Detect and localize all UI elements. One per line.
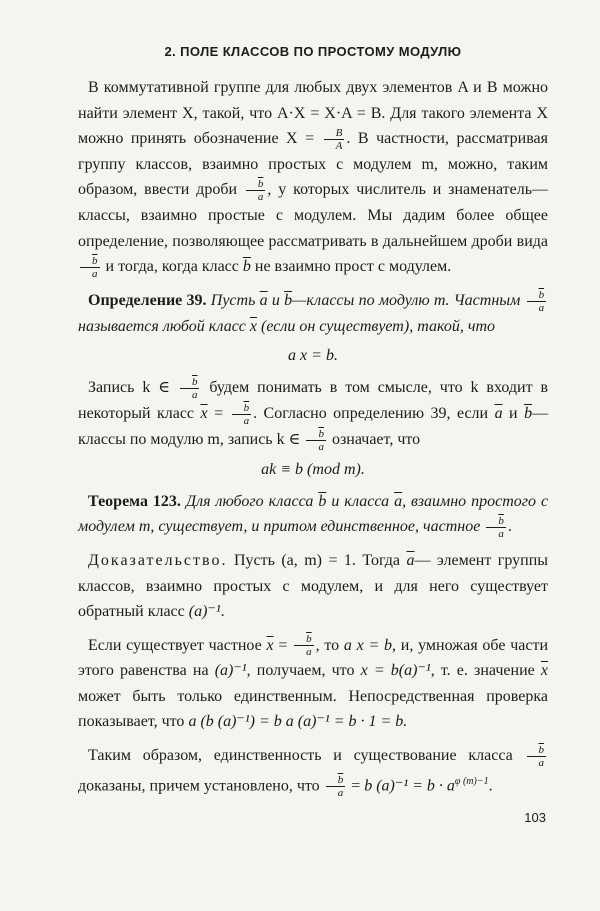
text: В коммутативной группе для любых двух элементов A и B можно найти элемент X, такой, что A·X = X·A = B. Для такого элемента X можно принять обозначение X = <box>78 79 548 147</box>
denominator: a <box>243 414 250 427</box>
class-b: $\overline{b}$ <box>318 492 327 510</box>
text: доказаны, причем установлено, что <box>78 777 320 795</box>
equation: a x = b <box>343 636 393 654</box>
text: будем понимать в том смысле, что k входит в некоторый класс <box>78 379 549 423</box>
fraction-b-over-a <box>306 428 326 453</box>
text: —классы по модулю m, запись k ∈ <box>78 405 549 448</box>
page-number: 103 <box>524 810 546 825</box>
text: = <box>351 777 361 795</box>
numerator: $\overline{b}$ <box>180 376 200 389</box>
text: —классы по модулю m. Частным <box>292 291 521 309</box>
numerator: $\overline{b}$ <box>294 633 314 646</box>
fraction-b-over-a <box>486 515 506 540</box>
paragraph-conclusion <box>78 743 548 799</box>
numerator: $\overline{b}$ <box>232 402 252 415</box>
section-heading: 2. ПОЛЕ КЛАССОВ ПО ПРОСТОМУ МОДУЛЮ <box>164 44 462 59</box>
text: означает, что <box>331 430 421 448</box>
class-b: $\overline{b}$ <box>284 291 293 309</box>
class-a: $\overline{a}$ <box>394 492 403 510</box>
definition-title: Определение 39. <box>88 291 207 309</box>
text: . <box>220 603 225 621</box>
class-x: $\overline{x}$ <box>200 405 208 423</box>
text: и <box>271 291 280 309</box>
class-x: $\overline{x}$ <box>249 317 258 335</box>
numerator: $\overline{b}$ <box>527 289 547 302</box>
fraction-b-over-a <box>294 633 314 658</box>
text: . <box>488 777 493 795</box>
fraction-b-over-a <box>80 255 100 280</box>
numerator: $\overline{b}$ <box>527 744 547 757</box>
fraction-b-over-a <box>326 774 346 799</box>
equation: b (a)⁻¹ = b · a <box>364 777 455 795</box>
text: . Согласно определению 39, если <box>253 405 489 423</box>
class-b: $\overline{b}$ <box>242 258 251 276</box>
text: , у которых числитель и знаменатель—классы, взаимно простые с модулем. Мы дадим более общее определение, позволяющее рассматривать в дальнейшем дроби вида <box>78 181 548 250</box>
fraction-b-over-a <box>527 744 547 769</box>
fraction-b-over-a <box>232 402 252 427</box>
fraction-b-over-a <box>246 178 266 203</box>
text: — элемент группы классов, взаимно простых с модулем, и для него существует обратный класс <box>78 552 549 621</box>
numerator: $\overline{b}$ <box>246 178 266 191</box>
text: и <box>509 405 518 423</box>
text: , получаем, что <box>246 662 355 680</box>
theorem-123 <box>78 489 548 540</box>
exponent: φ (m)−1 <box>454 775 489 787</box>
class-a: $\overline{a}$ <box>406 552 415 570</box>
numerator: $\overline{b}$ <box>326 774 346 787</box>
text: , т. е. значение <box>430 662 535 680</box>
text: , взаимно простого с модулем m, существует, и притом единственное, частное <box>78 492 549 536</box>
proof <box>78 548 548 625</box>
denominator: a <box>538 301 545 314</box>
denominator: A <box>335 139 343 152</box>
text: Для любого класса <box>185 492 314 510</box>
text: = <box>278 636 288 654</box>
text: называется любой класс <box>78 317 246 335</box>
proof-title: Доказательство. <box>88 552 228 570</box>
text: Если существует частное <box>88 636 262 654</box>
text: может быть только единственным. Непосредственная проверка показывает, что <box>78 687 548 731</box>
class-b: $\overline{b}$ <box>524 405 533 423</box>
formula-congruence: ak ≡ b (mod m). <box>261 460 365 478</box>
denominator: a <box>257 191 264 204</box>
fraction-b-over-a <box>180 376 200 401</box>
denominator: a <box>538 756 545 769</box>
text: и класса <box>331 492 390 510</box>
theorem-title: Теорема 123. <box>88 492 181 510</box>
text: Пусть (a, m) = 1. Тогда <box>233 552 400 570</box>
text: = <box>214 405 224 423</box>
class-a: $\overline{a}$ <box>259 291 268 309</box>
denominator: a <box>92 267 98 280</box>
class-x: $\overline{x}$ <box>266 636 274 654</box>
numerator: $\overline{b}$ <box>80 255 100 268</box>
equation: a (b (a)⁻¹) = b a (a)⁻¹ = b · 1 = b. <box>188 713 408 731</box>
denominator: a <box>318 440 324 453</box>
class-a: $\overline{a}$ <box>494 405 503 423</box>
denominator: a <box>191 389 198 402</box>
equation: x = b(a)⁻¹ <box>360 662 431 680</box>
text: и тогда, когда класс <box>105 258 239 276</box>
numerator: B <box>324 127 345 140</box>
denominator: a <box>337 786 344 799</box>
fraction-B-over-A <box>324 127 345 152</box>
text: Пусть <box>210 291 256 309</box>
text: Таким образом, единственность и существование класса <box>88 746 513 764</box>
text: , и, умножая обе части этого равенства на <box>78 636 549 680</box>
text: (если он существует), такой, что <box>261 317 495 335</box>
text: не взаимно прост с модулем. <box>254 258 452 276</box>
class-x: $\overline{x}$ <box>540 662 549 680</box>
numerator: $\overline{b}$ <box>486 515 506 528</box>
formula-ax-b: a x = b. <box>288 347 338 365</box>
denominator: a <box>498 528 504 541</box>
paragraph-intro <box>78 75 548 280</box>
definition-39 <box>78 288 548 339</box>
text: . <box>507 518 512 536</box>
denominator: a <box>306 646 312 659</box>
text: . В частности, рассматривая группу классов, взаимно простых с модулем m, можно, таким образом, ввести дроби <box>78 130 549 199</box>
numerator: $\overline{b}$ <box>306 428 326 441</box>
inverse-class: (a)⁻¹ <box>214 662 247 680</box>
fraction-b-over-a <box>527 289 547 314</box>
paragraph-uniqueness <box>78 633 548 735</box>
inverse-class: (a)⁻¹ <box>188 603 221 621</box>
text: , то <box>315 636 340 654</box>
text: Запись k ∈ <box>88 379 171 397</box>
paragraph-notation <box>78 375 548 452</box>
